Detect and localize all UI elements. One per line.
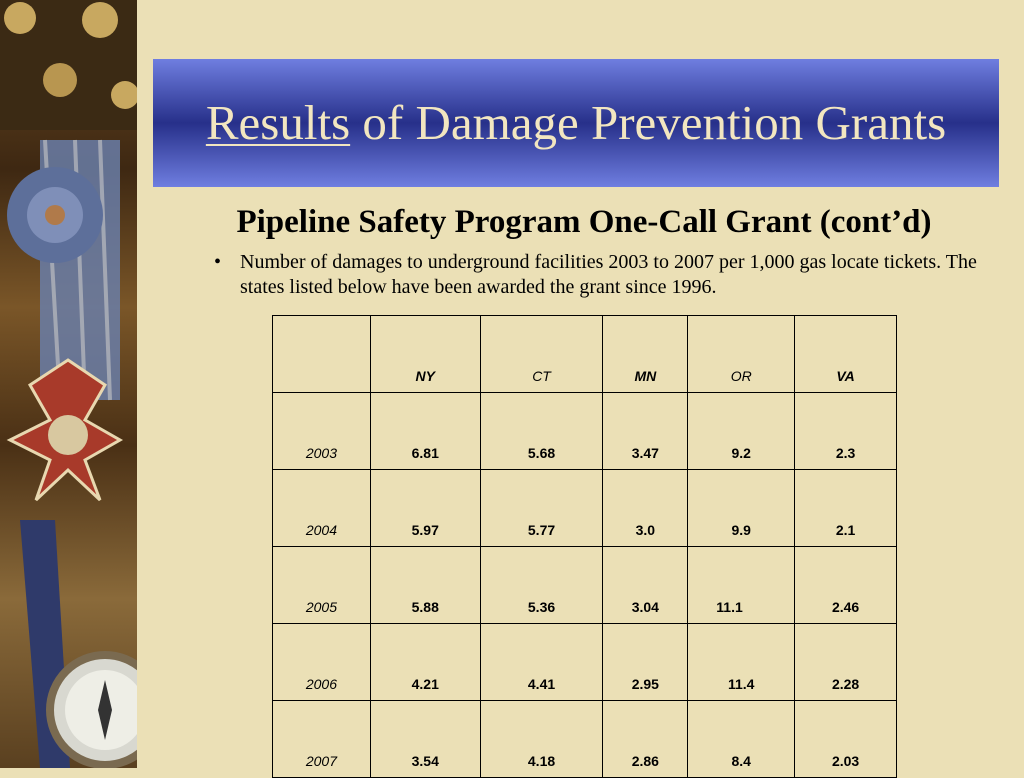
table-row — [273, 470, 897, 547]
table-cell: 5.36 — [480, 547, 603, 624]
table-row — [273, 624, 897, 701]
table-cell: 5.77 — [480, 470, 603, 547]
column-header-ny: NY — [370, 316, 480, 393]
damages-table — [272, 315, 897, 778]
table-cell: 9.2 — [688, 393, 795, 470]
table-cell: 4.41 — [480, 624, 603, 701]
table-cell: 5.88 — [370, 547, 480, 624]
bullet-text: Number of damages to underground facilities 2003 to 2007 per 1,000 gas locate tickets. The states listed below have been awarded the grant since 1996. — [240, 251, 977, 298]
table-cell: 5.68 — [480, 393, 603, 470]
row-year: 2003 — [273, 393, 371, 470]
table-header-row — [273, 316, 897, 393]
slide-title — [206, 95, 946, 151]
bullet-icon: • — [214, 251, 222, 273]
table-cell: 11.1 — [688, 547, 795, 624]
column-header-mn: MN — [603, 316, 688, 393]
table-cell: 2.86 — [603, 701, 688, 778]
table-cell: 3.47 — [603, 393, 688, 470]
table-cell: 4.18 — [480, 701, 603, 778]
table-cell: 8.4 — [688, 701, 795, 778]
title-underlined-word: Results — [205, 95, 351, 150]
table-cell: 4.21 — [370, 624, 480, 701]
table-cell: 2.95 — [603, 624, 688, 701]
decorative-medal-image — [0, 0, 137, 768]
table-cell: 9.9 — [688, 470, 795, 547]
table-cell: 5.97 — [370, 470, 480, 547]
column-header-ct: CT — [480, 316, 603, 393]
title-banner — [153, 59, 999, 187]
row-year: 2006 — [273, 624, 371, 701]
row-year: 2004 — [273, 470, 371, 547]
column-header-va: VA — [795, 316, 897, 393]
corner-cell — [273, 316, 371, 393]
title-rest: of Damage Prevention Grants — [350, 95, 947, 150]
row-year: 2007 — [273, 701, 371, 778]
table-cell: 3.04 — [603, 547, 688, 624]
table-row — [273, 547, 897, 624]
table-cell: 2.28 — [795, 624, 897, 701]
table-cell: 6.81 — [370, 393, 480, 470]
medal-artwork — [0, 0, 137, 768]
slide-subtitle: Pipeline Safety Program One-Call Grant (cont’d) — [236, 204, 932, 240]
table-row — [273, 701, 897, 778]
table-cell: 2.1 — [795, 470, 897, 547]
table-cell: 2.46 — [795, 547, 897, 624]
table-cell: 3.0 — [603, 470, 688, 547]
row-year: 2005 — [273, 547, 371, 624]
table-cell: 11.4 — [688, 624, 795, 701]
bullet-point — [214, 250, 984, 300]
table-cell: 2.03 — [795, 701, 897, 778]
table-row — [273, 393, 897, 470]
table-cell: 2.3 — [795, 393, 897, 470]
column-header-or: OR — [688, 316, 795, 393]
table-cell: 3.54 — [370, 701, 480, 778]
